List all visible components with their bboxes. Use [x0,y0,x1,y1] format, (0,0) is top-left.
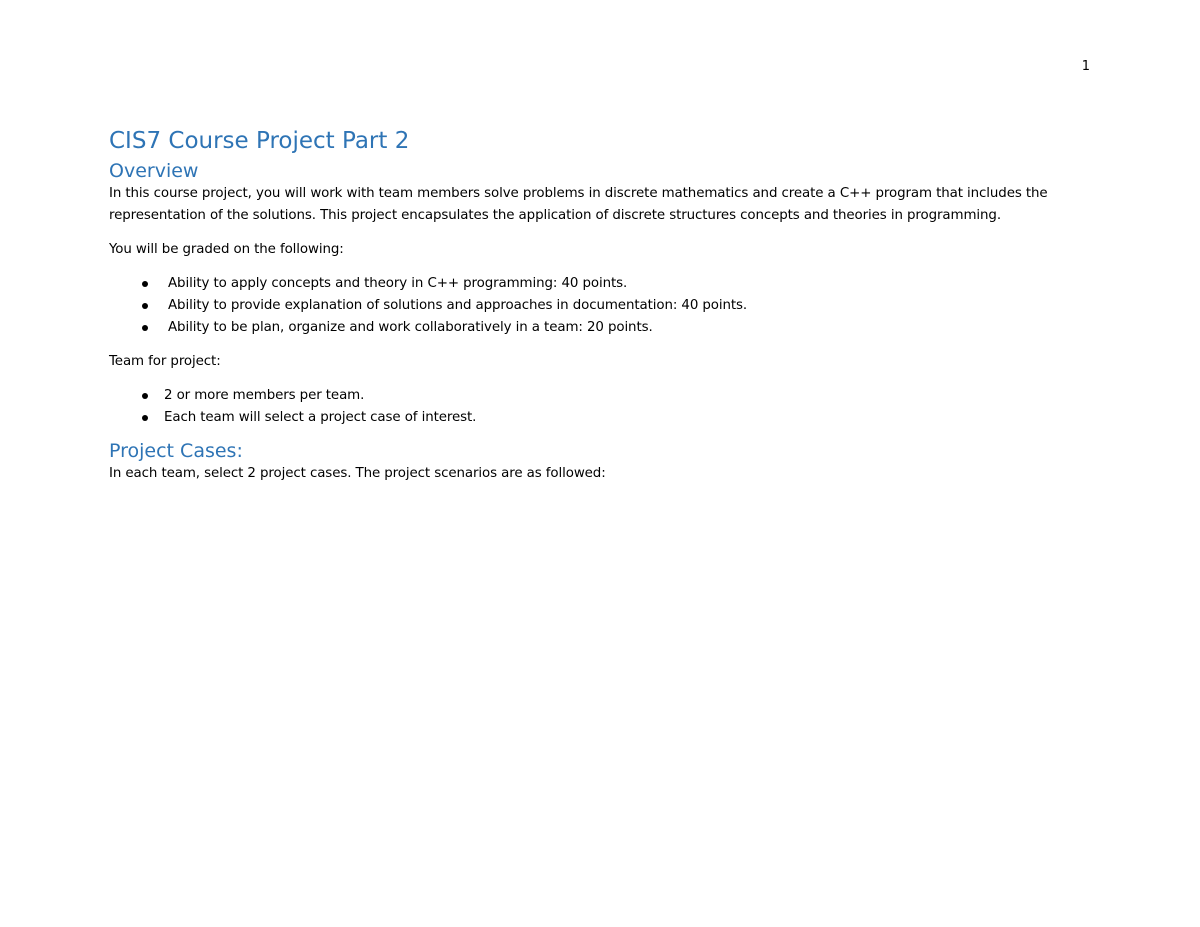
grading-list-item [109,295,1089,317]
overview-heading: Overview [109,160,199,182]
grading-list-item [109,317,1089,339]
project-cases-paragraph: In each team, select 2 project cases. The project scenarios are as followed: [109,466,606,481]
team-item-text: 2 or more members per team. [164,388,365,403]
team-list-item [109,385,1089,407]
project-cases-heading: Project Cases: [109,440,243,462]
graded-intro: You will be graded on the following: [109,242,344,257]
bullet-icon [142,393,148,399]
bullet-icon [142,303,148,309]
bullet-icon [142,325,148,331]
team-list-item [109,407,1089,429]
overview-paragraph-line: representation of the solutions. This project encapsulates the application of discrete structures concepts and theories in programming. [109,208,1001,223]
team-item-text: Each team will select a project case of interest. [164,410,477,425]
grading-item-text: Ability to be plan, organize and work collaboratively in a team: 20 points. [168,320,653,335]
page-number: 1 [1081,59,1090,74]
grading-item-text: Ability to apply concepts and theory in C++ programming: 40 points. [168,276,628,291]
grading-list [109,273,1089,339]
document-title: CIS7 Course Project Part 2 [109,128,410,154]
overview-paragraph [109,183,1089,227]
bullet-icon [142,281,148,287]
grading-list-item [109,273,1089,295]
grading-item-text: Ability to provide explanation of solutions and approaches in documentation: 40 points. [168,298,748,313]
bullet-icon [142,415,148,421]
document-body [109,126,1089,485]
team-list [109,385,1089,429]
team-intro: Team for project: [109,354,221,369]
overview-paragraph-line: In this course project, you will work with team members solve problems in discrete mathematics and create a C++ program that includes the [109,186,1048,201]
